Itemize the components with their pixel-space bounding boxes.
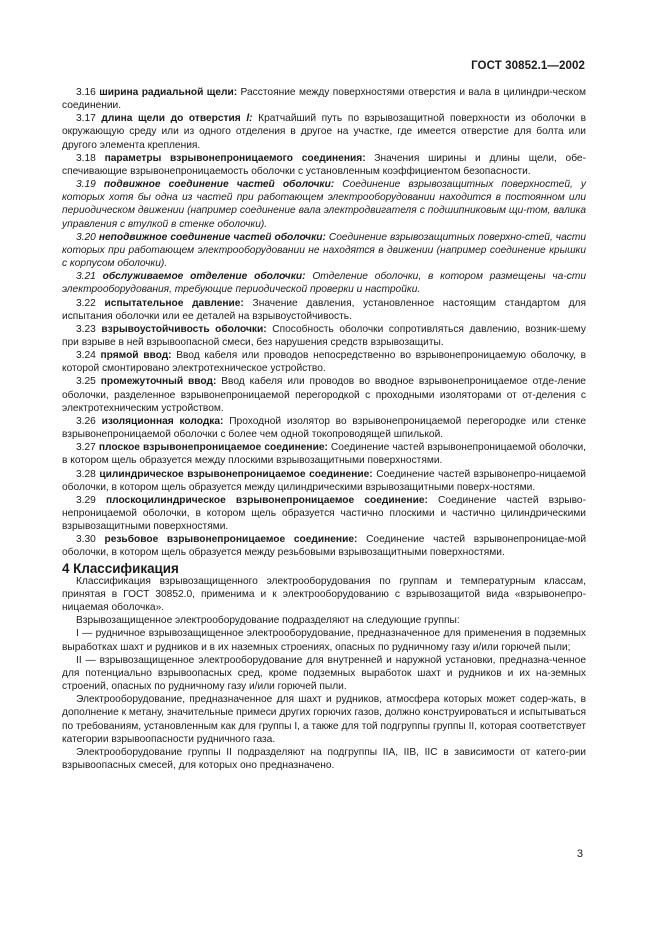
section-title: 4 Классификация	[62, 560, 179, 576]
definition-term: плоское взрывонепроницаемое соединение:	[98, 442, 328, 454]
definition-text: Кратчайший путь по взрывозащитной поверхности из оболочки в окружающую среду или из одного отделения в другое на участке, где имеется отверстие для болта или другого элемента крепления.	[62, 113, 586, 151]
definition-item	[62, 86, 586, 112]
definition-number: 3.27	[76, 442, 96, 454]
definition-number: 3.25	[76, 376, 96, 388]
definition-number: 3.18	[76, 152, 96, 164]
definition-term: прямой ввод:	[100, 350, 172, 362]
definition-number: 3.20	[76, 231, 96, 243]
definition-number: 3.19	[76, 179, 96, 191]
definition-term: обслуживаемое отделение оболочки:	[102, 271, 306, 283]
definition-term-symbol: l:	[240, 113, 253, 125]
definition-term: неподвижное соединение частей оболочки:	[98, 231, 326, 243]
classification-paragraph: Электрооборудование группы II подразделяют на подгруппы IIA, IIB, IIC в зависимости от катего-рии взрывоопасных смесей, для которых оно предназначено.	[62, 746, 586, 771]
definition-number: 3.29	[76, 494, 96, 506]
definition-term: резьбовое взрывонепроницаемое соединение:	[104, 534, 358, 546]
page-number: 3	[576, 848, 583, 860]
definition-term: испытательное давление:	[104, 297, 244, 309]
definition-number: 3.16	[76, 87, 96, 98]
classification-section	[62, 575, 586, 772]
definition-item	[62, 297, 586, 323]
definition-item	[62, 468, 586, 494]
definition-item	[62, 441, 586, 467]
definition-term: изоляционная колодка:	[101, 415, 224, 427]
definition-term: промежуточный ввод:	[100, 376, 217, 388]
classification-paragraph: Взрывозащищенное электрооборудование подразделяют на следующие группы:	[76, 615, 460, 627]
definition-term: взрывоустойчивость оболочки:	[101, 323, 267, 335]
definition-item	[62, 112, 586, 151]
definition-term: длина щели до отверстия	[101, 113, 241, 125]
classification-paragraph: Электрооборудование, предназначенное для шахт и рудников, атмосфера которых может содер-жать, в дополнение к метану, значительные примеси других горючих газов, должно конструироваться и испытываться по требованиям, установленным как для группы I, а также для той подгруппы группы II, которая соответствует категории взрывоопасности рудничного газа.	[62, 694, 586, 745]
definition-number: 3.23	[76, 323, 96, 335]
definition-number: 3.28	[76, 468, 96, 480]
definition-item	[62, 178, 586, 231]
definition-term: подвижное соединение частей оболочки:	[103, 179, 335, 191]
definition-text: Соединение частей взрыво-непроницаемой оболочки, в котором щель образуется частично плоскими и частично цилиндрическими взрывозащитными поверхностями.	[62, 494, 586, 533]
definition-text: Проходной изолятор во взрывонепроницаемой перегородке или стенке взрывонепроницаемой оболочки с более чем одной токопроводящей шпилькой.	[62, 415, 587, 441]
definition-term: параметры взрывонепроницаемого соединения:	[104, 152, 366, 164]
definition-term: цилиндрическое взрывонепроницаемое соединение:	[99, 468, 373, 480]
definition-number: 3.24	[76, 350, 96, 362]
classification-paragraph: I — рудничное взрывозащищенное электрооборудование, предназначенное для применения в подземных выработках шахт и рудников и в их наземных строениях, опасных по рудничному газу и/или горючей пыли;	[62, 628, 586, 653]
definitions-list	[62, 86, 586, 560]
definition-text: Значение давления, установленное настоящим стандартом для испытания оболочки или ее деталей на взрывоустойчивость.	[62, 297, 586, 322]
definition-text: Соединение взрывозащитных поверхно-стей, части которых при работающем электрооборудовании не находятся в движении (например соединение крышки с корпусом оболочки).	[62, 231, 586, 270]
definition-number: 3.21	[76, 271, 96, 283]
definition-item	[62, 152, 586, 178]
definition-item	[62, 415, 586, 441]
definition-number: 3.30	[76, 534, 96, 546]
definition-text: Соединение частей взрывонепро-ницаемой оболочки, в котором щель образуется между цилиндрическими взрывозащитными поверх-ностями.	[62, 468, 586, 493]
definition-text: Соединение взрывозащитных поверхностей, у которых хотя бы одна из частей при работающем электрооборудовании находится в постоянном или периодическом движении (например соединение вала электродвигателя с подшипниковым щи-том, валика управления с втулкой в стенке оболочки).	[62, 179, 586, 230]
definition-text: Соединение частей взрывонепроницае-мой оболочки, в котором щель образуется между резьбовыми взрывозащитными поверхностями.	[62, 534, 587, 559]
definition-text: Отделение оболочки, в котором размещены ча-сти электрооборудования, требующие периодической проверки и настройки.	[62, 271, 586, 296]
definition-item	[62, 323, 586, 349]
definition-term: плоскоцилиндрическое взрывонепроницаемое соединение:	[105, 494, 428, 506]
definition-item	[62, 231, 586, 270]
definition-text: Расстояние между поверхностями отверстия и вала в цилиндри-ческом соединении.	[62, 87, 586, 112]
definition-item	[62, 270, 586, 296]
document-body	[62, 86, 586, 772]
definition-text: Способность оболочки сопротивляться давлению, возник-шему при взрыве в ней взрывоопасной смеси, без нарушения средств взрывозащиты.	[62, 323, 586, 348]
definition-text: Ввод кабеля или проводов во вводное взрывонепроницаемое отде-ление оболочки, разделенное взрывонепроницаемой перегородкой с проходными изоляторами от от-деления с электротехническим устройством.	[62, 376, 586, 414]
definition-number: 3.17	[76, 113, 96, 125]
definition-item	[62, 349, 586, 375]
document-id-header: ГОСТ 30852.1—2002	[471, 60, 585, 72]
definition-text: Значения ширины и длины щели, обе-спечивающие взрывонепроницаемость оболочки с установленным коэффициентом безопасности.	[62, 152, 586, 177]
definition-item	[62, 533, 586, 559]
classification-paragraph: II — взрывозащищенное электрооборудование для внутренней и наружной установки, предназна-ченное для потенциально взрывоопасных сред, кроме подземных выработок шахт и рудников и их на-земных строений, опасных по рудничному газу и/или горючей пыли.	[62, 654, 586, 693]
definition-text: Соединение частей взрывонепроницаемой оболочки, в котором щель образуется между плоскими взрывозащитными поверхностями.	[62, 442, 586, 467]
definition-term: ширина радиальной щели:	[99, 87, 238, 98]
definition-number: 3.22	[76, 297, 96, 309]
definition-item	[62, 494, 586, 533]
classification-paragraph: Классификация взрывозащищенного электрооборудования по группам и температурным классам, принятая в ГОСТ 30852.0, применима и к электрооборудованию с взрывозащитой вида «взрывонепро-ницаемая оболочка».	[62, 575, 586, 614]
definition-number: 3.26	[76, 415, 96, 427]
definition-item	[62, 375, 586, 414]
definition-text: Ввод кабеля или проводов непосредственно во взрывонепроницаемую оболочку, в которой смонтировано электротехническое устройство.	[62, 350, 586, 375]
